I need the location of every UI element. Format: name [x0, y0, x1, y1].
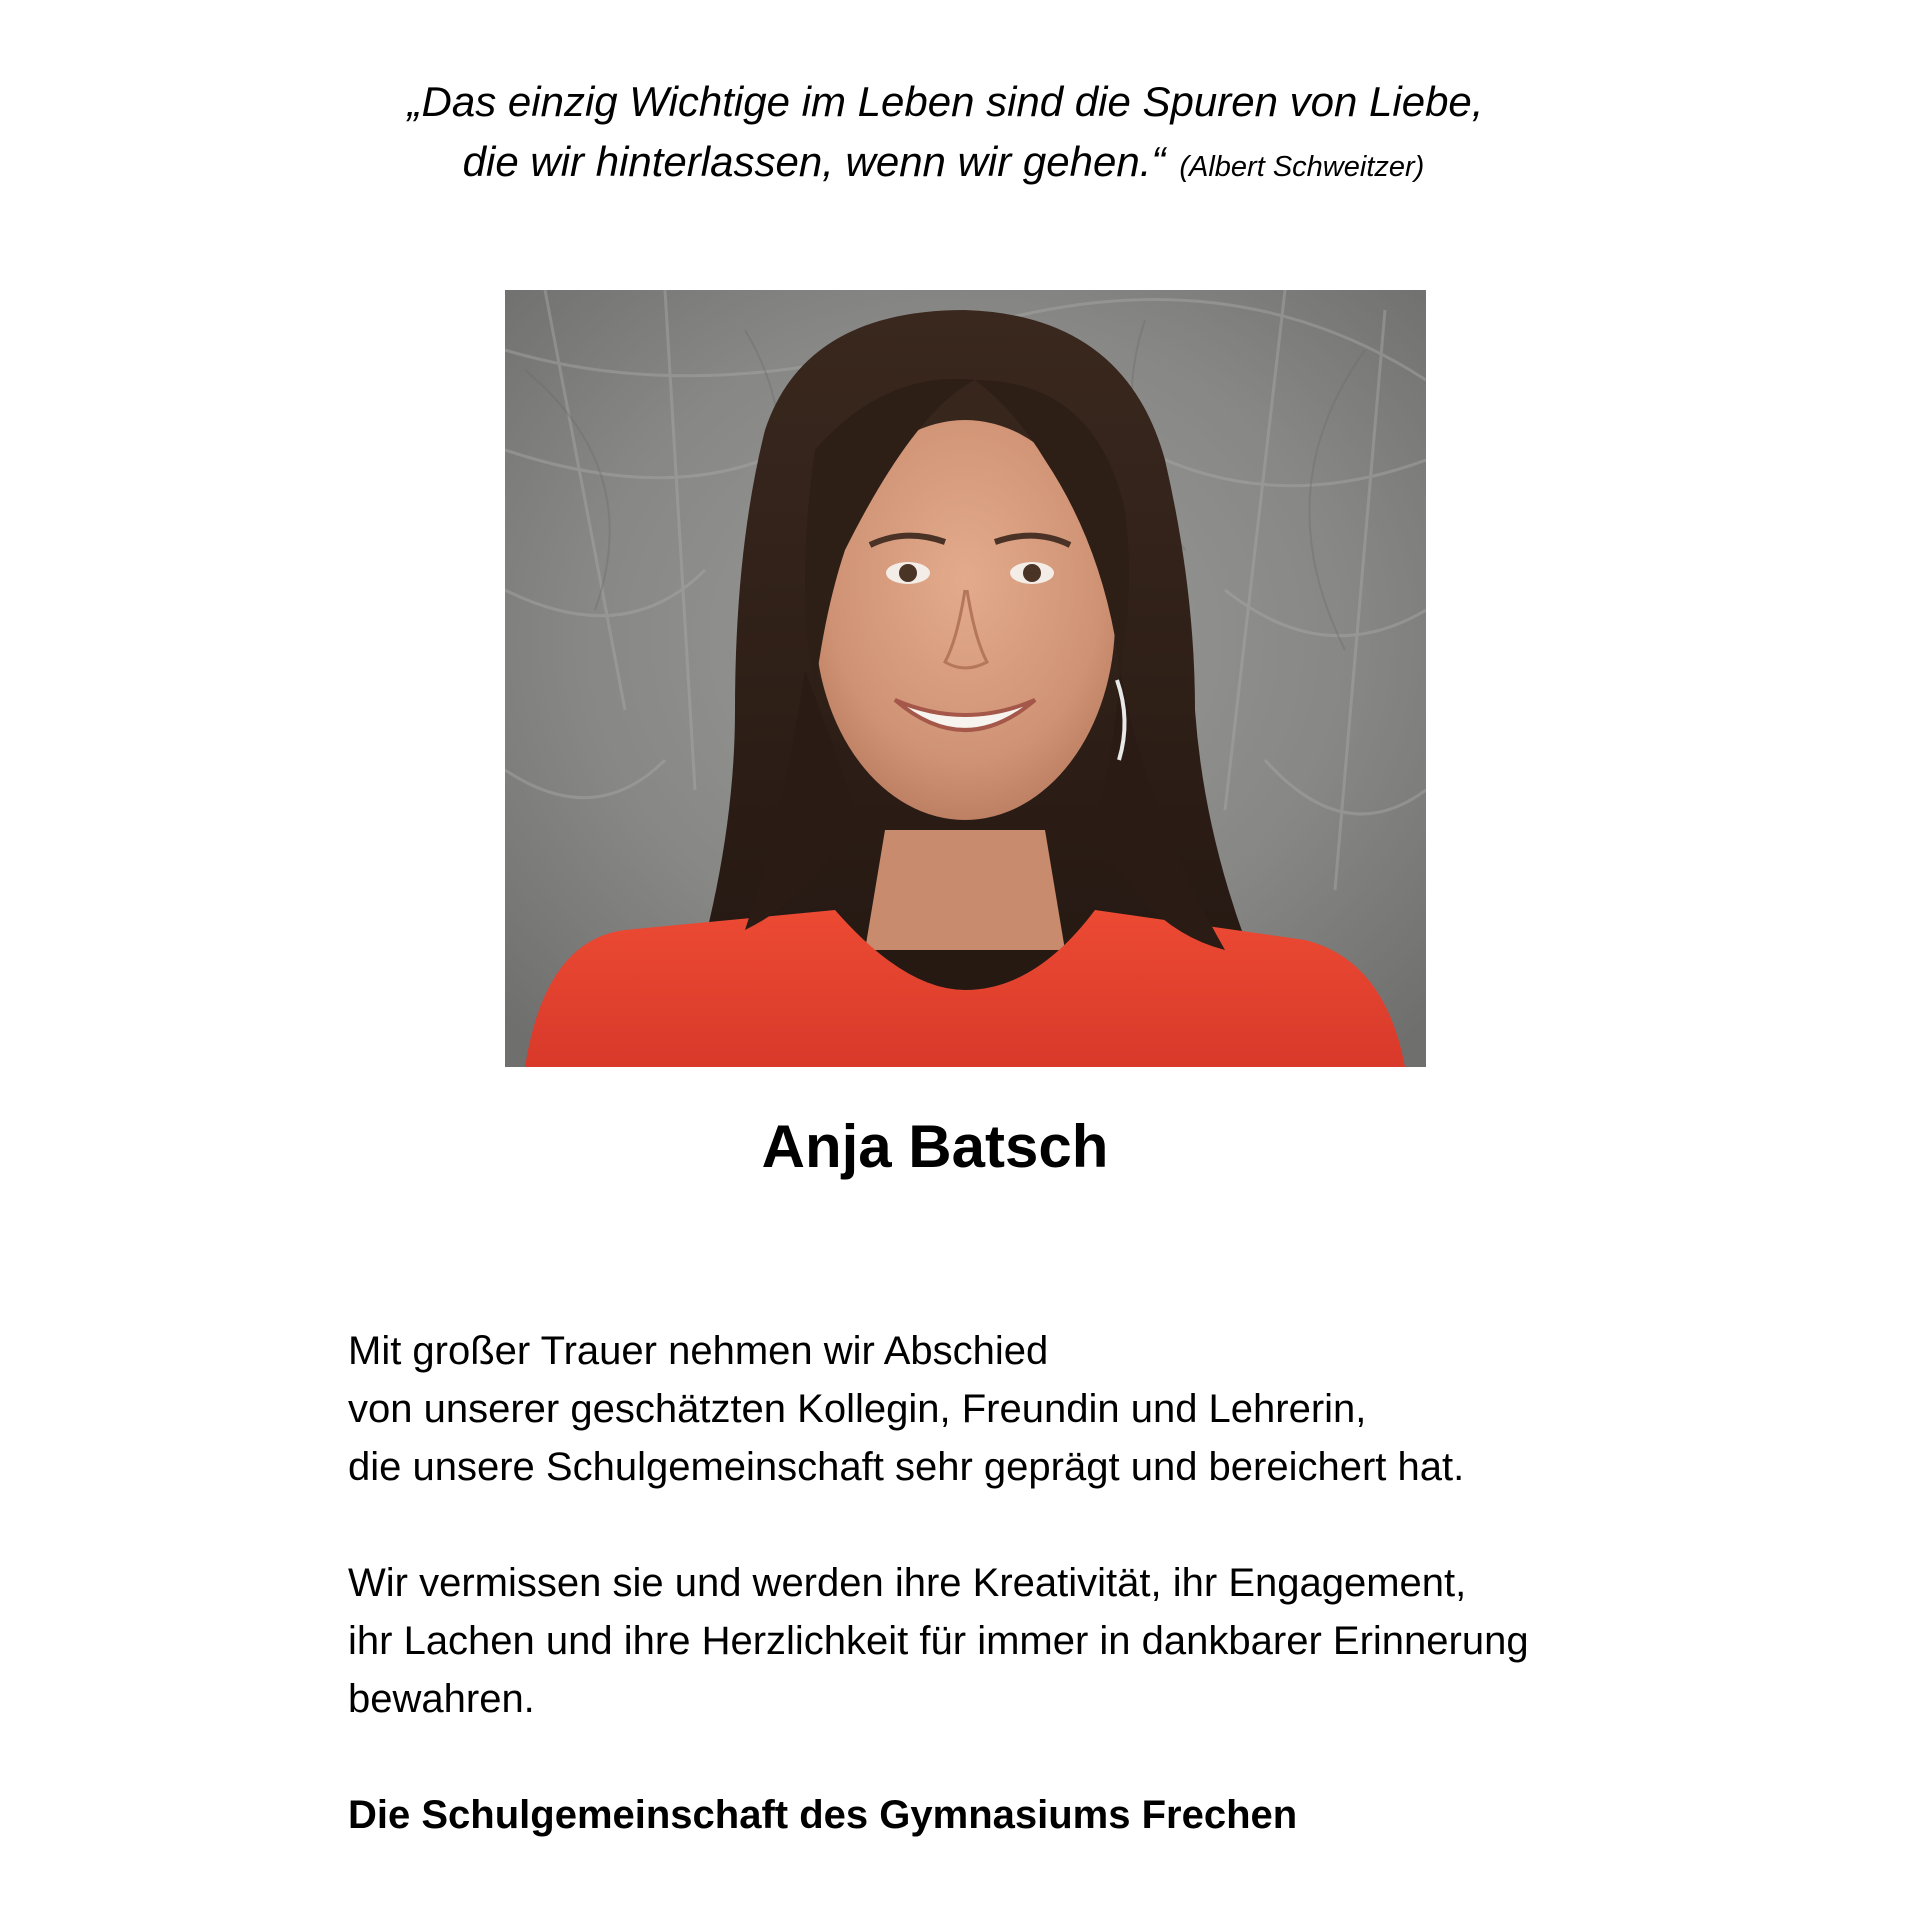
quote-text-2: die wir hinterlassen, wenn wir gehen.“ [462, 138, 1166, 185]
quote-author: (Albert Schweitzer) [1179, 151, 1425, 183]
neck [865, 830, 1065, 950]
paragraph-2-line-1: Wir vermissen sie und werden ihre Kreativität, ihr Engagement, [348, 1561, 1467, 1605]
paragraph-2-line-2: ihr Lachen und ihre Herzlichkeit für immer in dankbarer Erinnerung [348, 1619, 1529, 1663]
quote-line-1: „Das einzig Wichtige im Leben sind die Spuren von Liebe, [407, 78, 1484, 125]
paragraph-1-line-2: von unserer geschätzten Kollegin, Freundin und Lehrerin, [348, 1387, 1367, 1431]
signature: Die Schulgemeinschaft des Gymnasiums Frechen [348, 1793, 1298, 1837]
quote-block [0, 72, 1915, 197]
quote-line-2 [0, 132, 1915, 197]
person-name: Anja Batsch [761, 1113, 1109, 1180]
portrait-photo [505, 290, 1426, 1067]
paragraph-1 [348, 1322, 1748, 1496]
condolence-text [348, 1322, 1748, 1844]
portrait-illustration [505, 290, 1426, 1067]
paragraph-1-line-1: Mit großer Trauer nehmen wir Abschied [348, 1329, 1049, 1373]
paragraph-2 [348, 1554, 1748, 1728]
paragraph-1-line-3: die unsere Schulgemeinschaft sehr geprägt und bereichert hat. [348, 1445, 1465, 1489]
paragraph-2-line-3: bewahren. [348, 1677, 535, 1721]
